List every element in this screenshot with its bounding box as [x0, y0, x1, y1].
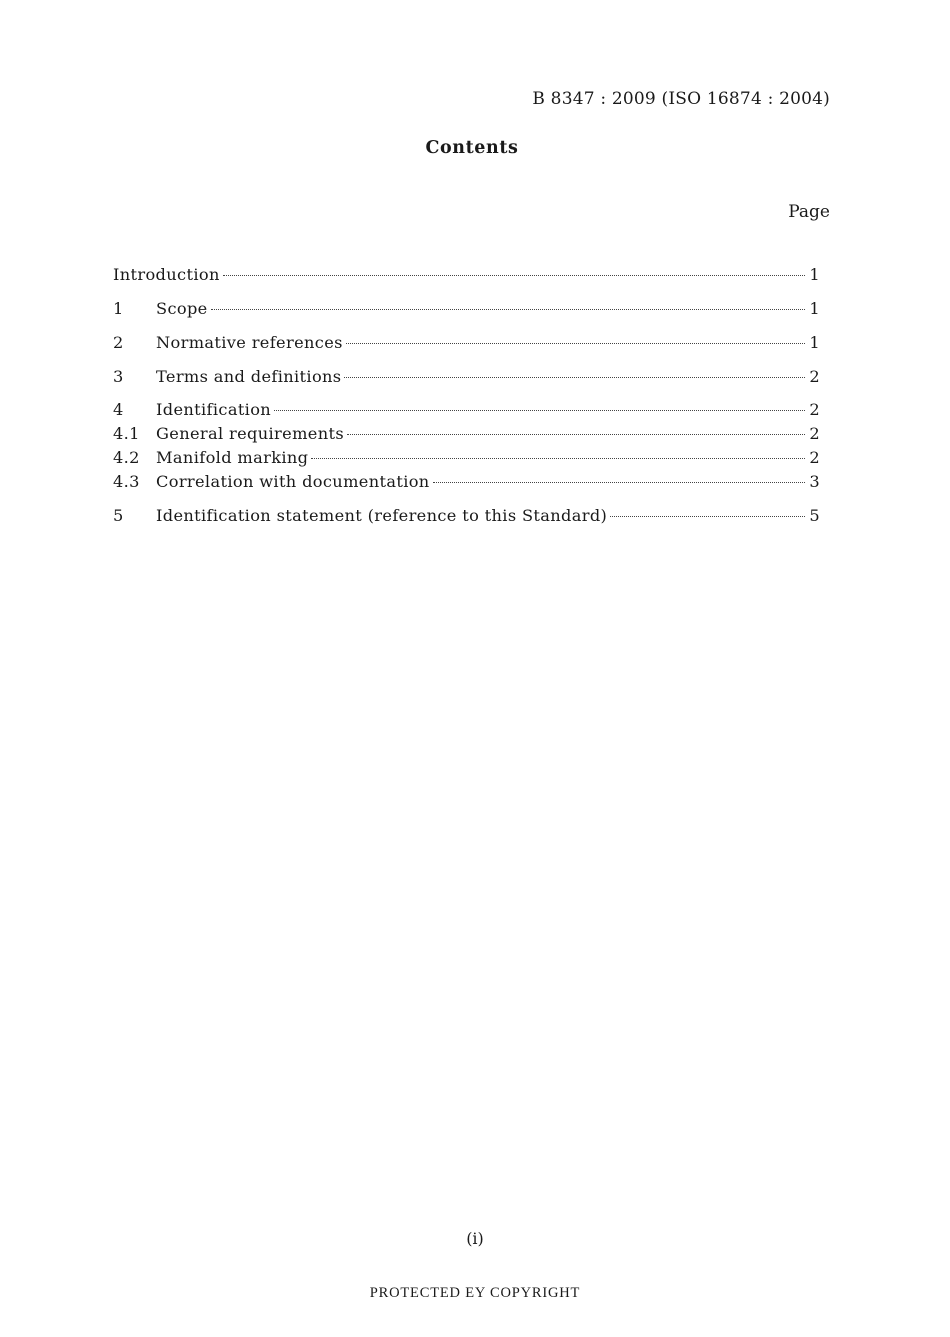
- dot-leader: [211, 309, 806, 310]
- toc-entry-number: 1: [113, 299, 124, 318]
- dot-leader: [433, 482, 806, 483]
- standard-designation: B 8347 : 2009 (ISO 16874 : 2004): [532, 89, 830, 109]
- toc-entry-manifold-marking[interactable]: [113, 447, 820, 469]
- toc-entry-title: Manifold marking: [156, 448, 309, 467]
- toc-entry-general-requirements[interactable]: [113, 423, 820, 445]
- toc-entry-page: 3: [809, 472, 820, 491]
- toc-entry-title: Normative references: [156, 333, 343, 352]
- toc-entry-introduction[interactable]: [113, 264, 820, 286]
- toc-entry-title: Identification statement (reference to this Standard): [156, 506, 608, 525]
- toc-entry-number: 4.3: [113, 472, 140, 491]
- dot-leader: [223, 275, 806, 276]
- dot-leader: [274, 410, 805, 411]
- toc-entry-number: 4.1: [113, 424, 140, 443]
- toc-entry-title: Identification: [156, 400, 272, 419]
- toc-entry-title: Scope: [156, 299, 208, 318]
- dot-leader: [347, 434, 805, 435]
- toc-entry-terms-and-definitions[interactable]: [113, 366, 820, 388]
- toc-entry-page: 5: [809, 506, 820, 525]
- toc-entry-page: 1: [809, 333, 820, 352]
- toc-entry-normative-references[interactable]: [113, 332, 820, 354]
- toc-entry-scope[interactable]: [113, 298, 820, 320]
- toc-entry-identification-statement[interactable]: [113, 505, 820, 527]
- toc-entry-identification[interactable]: [113, 399, 820, 421]
- dot-leader: [346, 343, 806, 344]
- toc-entry-page: 1: [809, 299, 820, 318]
- toc-entry-page: 2: [809, 424, 820, 443]
- dot-leader: [344, 377, 805, 378]
- toc-entry-number: 4: [113, 400, 124, 419]
- toc-entry-page: 1: [809, 265, 820, 284]
- toc-entry-page: 2: [809, 448, 820, 467]
- toc-entry-number: 5: [113, 506, 124, 525]
- toc-entry-title: Introduction: [113, 265, 220, 284]
- dot-leader: [610, 516, 805, 517]
- toc-entry-title: Terms and definitions: [156, 367, 342, 386]
- toc-entry-page: 2: [809, 367, 820, 386]
- toc-entry-number: 3: [113, 367, 124, 386]
- toc-entry-number: 2: [113, 333, 124, 352]
- toc-entry-title: General requirements: [156, 424, 344, 443]
- copyright-notice: PROTECTED EY COPYRIGHT: [369, 1285, 581, 1301]
- toc-entry-correlation-with-documentation[interactable]: [113, 471, 820, 493]
- toc-entry-number: 4.2: [113, 448, 140, 467]
- toc-entry-title: Correlation with documentation: [156, 472, 430, 491]
- page-number: (i): [466, 1229, 484, 1248]
- dot-leader: [311, 458, 805, 459]
- page-title: Contents: [425, 138, 519, 158]
- toc-entry-page: 2: [809, 400, 820, 419]
- page-column-label: Page: [788, 202, 830, 222]
